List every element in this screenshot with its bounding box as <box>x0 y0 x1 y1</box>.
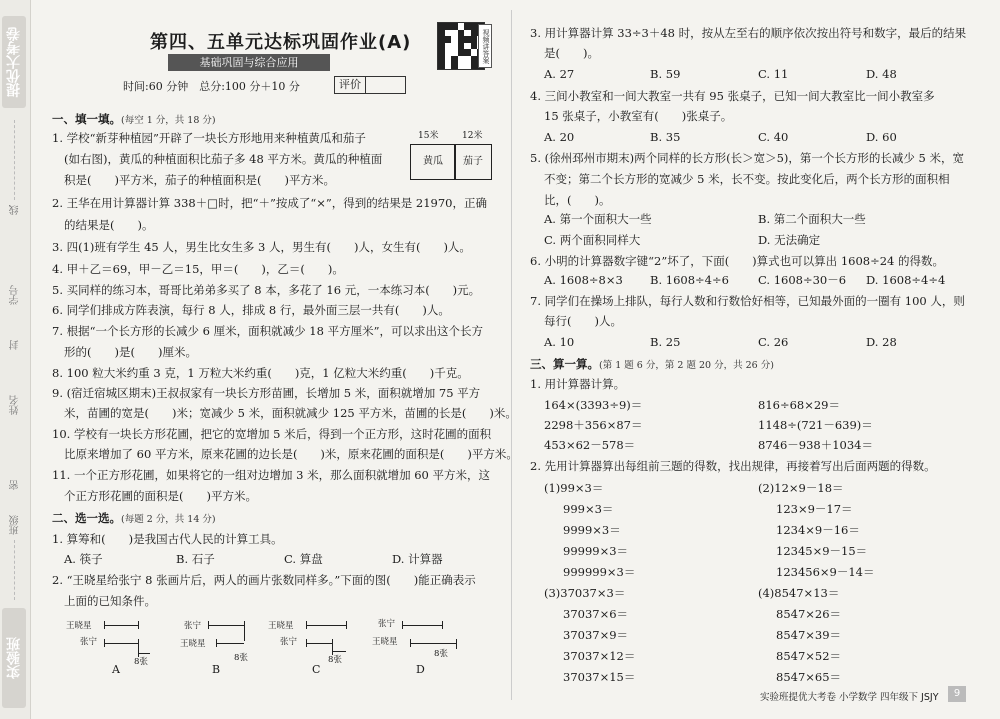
column-divider <box>511 10 512 700</box>
option-diagram-a[interactable]: 王晓星 张宁 8张 <box>66 613 158 677</box>
choice-4-option-c[interactable]: C. 40 <box>758 130 789 144</box>
question-6: 6. 同学们排成方阵表演，每行 8 人，排成 8 行，最外面三层一共有( )人。 <box>52 303 450 317</box>
dim-12m: 12米 <box>462 131 483 141</box>
choice-7-line2: 每行( )人。 <box>544 314 622 328</box>
choice-3-line2: 是( )。 <box>544 46 599 60</box>
choice-6-option-a[interactable]: A. 1608÷8×3 <box>544 273 623 287</box>
question-7-line2: 形的( )是( )厘米。 <box>64 345 197 359</box>
page-title: 第四、五单元达标巩固作业(A) <box>150 32 412 53</box>
page-number: 9 <box>948 686 966 702</box>
choice-5-line2: 不变；第二个长方形的宽减少 5 米，长不变。按此变化后，两个长方形的面积相 <box>544 172 950 186</box>
binding-label-class: 班级 <box>10 515 21 535</box>
question-10-line2: 比原来增加了 60 平方米，原来花圃的边长是( )米，原来花圃的面积是( )平方米。 <box>64 447 518 461</box>
group3-item: 37037×15＝ <box>563 670 636 684</box>
group4-item: (4)8547×13＝ <box>758 586 840 600</box>
page-footer: 实验班提优大考卷 小学数学 四年级下 JSJY <box>760 692 939 703</box>
group2-item: 123456×9－14＝ <box>776 565 875 579</box>
calc-2-heading: 2. 先用计算器算出每组前三题的得数，找出规律，再接着写出后面两题的得数。 <box>530 459 936 473</box>
question-4: 4. 甲＋乙＝69，甲－乙＝15，甲＝( )，乙＝( )。 <box>52 262 344 276</box>
qr-label: 视频讲答案 <box>478 24 492 68</box>
question-9-line1: 9. (宿迁宿城区期末)王叔叔家有一块长方形苗圃，长增加 5 米，面积就增加 75 平方 <box>52 386 481 400</box>
calc-1-item-5: 453×62－578＝ <box>544 438 636 452</box>
option-diagram-c[interactable]: 王晓星 张宁 8张 <box>268 613 360 677</box>
binding-label-name: 姓名 <box>10 395 21 415</box>
choice-6-option-d[interactable]: D. 1608÷4÷4 <box>866 273 946 287</box>
calc-1-heading: 1. 用计算器计算。 <box>530 377 626 391</box>
choice-6-option-b[interactable]: B. 1608÷4÷6 <box>650 273 729 287</box>
question-1-line2: (如右图)，黄瓜的种植面积比茄子多 48 平方米。黄瓜的种植面 <box>64 152 383 166</box>
question-8: 8. 100 粒大米约重 3 克，1 万粒大米约重( )克，1 亿粒大米约重( )千克。 <box>52 366 469 380</box>
choice-2-line1: 2. “王晓星给张宁 8 张画片后，两人的画片张数同样多。”下面的图( )能正确表示 <box>52 573 476 587</box>
choice-7-option-b[interactable]: B. 25 <box>650 335 681 349</box>
group1-item: 9999×3＝ <box>563 523 621 537</box>
calc-1-item-3: 2298＋356×87＝ <box>544 418 643 432</box>
option-letter-d: D <box>416 663 425 676</box>
question-2-line2: 的结果是( )。 <box>64 218 154 232</box>
eggplant-plot: 茄子 <box>454 144 492 180</box>
choice-4-option-b[interactable]: B. 35 <box>650 130 681 144</box>
choice-5-option-b[interactable]: B. 第二个面积大一些 <box>758 212 866 226</box>
option-diagram-d[interactable]: 张宁 王晓星 8张 <box>372 613 464 677</box>
question-9-line2: 米，苗圃的宽是( )米；宽减少 5 米，面积就减少 125 平方米，苗圃的长是( )米。 <box>64 406 517 420</box>
group1-item: 99999×3＝ <box>563 544 629 558</box>
choice-4-option-d[interactable]: D. 60 <box>866 130 897 144</box>
choice-3-option-b[interactable]: B. 59 <box>650 67 681 81</box>
group4-item: 8547×52＝ <box>776 649 842 663</box>
choice-5-option-d[interactable]: D. 无法确定 <box>758 233 821 247</box>
question-11-line1: 11. 一个正方形花圃，如果将它的一组对边增加 3 米，那么面积就增加 60 平方米，这 <box>52 468 491 482</box>
option-diagram-b[interactable]: 张宁 王晓星 8张 <box>180 621 248 663</box>
choice-1-option-b[interactable]: B. 石子 <box>176 552 215 566</box>
calc-1-item-1: 164×(3393÷9)＝ <box>544 398 643 412</box>
group3-item: 37037×9＝ <box>563 628 629 642</box>
series-tag-bottom: 实验班 <box>2 608 26 708</box>
group2-item: 12345×9－15＝ <box>776 544 868 558</box>
choice-7-option-c[interactable]: C. 26 <box>758 335 789 349</box>
choice-4-option-a[interactable]: A. 20 <box>544 130 575 144</box>
group1-item: (1)99×3＝ <box>544 481 604 495</box>
section-1-heading: 一、填一填。(每空 1 分，共 18 分) <box>52 112 216 126</box>
section-3-heading: 三、算一算。(第 1 题 6 分，第 2 题 20 分，共 26 分) <box>530 357 774 371</box>
option-letter-b: B <box>212 663 221 676</box>
choice-4-line2: 15 张桌子，小教室有( )张桌子。 <box>544 109 733 123</box>
choice-6-option-c[interactable]: C. 1608÷30－6 <box>758 273 847 287</box>
dim-15m: 15米 <box>418 131 439 141</box>
group4-item: 8547×39＝ <box>776 628 842 642</box>
choice-7-line1: 7. 同学们在操场上排队，每行人数和行数恰好相等，已知最外面的一圈有 100 人，则 <box>530 294 965 308</box>
question-10-line1: 10. 学校有一块长方形花圃，把它的宽增加 5 米后，得到一个正方形，这时花圃的面积 <box>52 427 492 441</box>
question-1-line3: 积是( )平方米，茄子的种植面积是( )平方米。 <box>64 173 335 187</box>
group3-item: 37037×12＝ <box>563 649 636 663</box>
group2-item: 123×9－17＝ <box>776 502 853 516</box>
question-5: 5. 买同样的练习本，哥哥比弟弟多买了 8 本，多花了 16 元，一本练习本( )元。 <box>52 283 481 297</box>
option-letter-c: C <box>312 663 321 676</box>
exam-meta: 时间:60 分钟 总分:100 分＋10 分 <box>123 80 300 93</box>
garden-figure <box>410 128 492 180</box>
group3-item: 37037×6＝ <box>563 607 629 621</box>
binding-label-seal: 封 <box>10 340 21 350</box>
choice-3-option-a[interactable]: A. 27 <box>544 67 575 81</box>
binding-label-sealed: 密 <box>10 480 21 490</box>
group2-item: 1234×9－16＝ <box>776 523 860 537</box>
choice-1-option-d[interactable]: D. 计算器 <box>392 552 443 566</box>
group4-item: 8547×26＝ <box>776 607 842 621</box>
evaluation-label: 评价 <box>335 77 366 93</box>
question-11-line2: 个正方形花圃的面积是( )平方米。 <box>64 489 257 503</box>
choice-5-line1: 5. (徐州邳州市期末)两个同样的长方形(长＞宽＞5)，第一个长方形的长减少 5 米，宽 <box>530 151 965 165</box>
section-2-heading: 二、选一选。(每题 2 分，共 14 分) <box>52 511 216 525</box>
choice-6: 6. 小明的计算器数字键“2”坏了，下面( )算式也可以算出 1608÷24 的得数。 <box>530 254 945 268</box>
calc-1-item-4: 1148÷(721－639)＝ <box>758 418 873 432</box>
question-7-line1: 7. 根据“一个长方形的长减少 6 厘米，面积就减少 18 平方厘米”，可以求出这个长方 <box>52 324 483 338</box>
choice-2-line2: 上面的已知条件。 <box>64 594 156 608</box>
question-1-line1: 1. 学校“新芽种植园”开辟了一块长方形地用来种植黄瓜和茄子 <box>52 131 366 145</box>
choice-4-line1: 4. 三间小教室和一间大教室一共有 95 张桌子，已知一间大教室比一间小教室多 <box>530 89 935 103</box>
series-tag-top: 提优大考卷 <box>2 16 26 108</box>
cucumber-plot: 黄瓜 <box>410 144 456 180</box>
page-subtitle: 基础巩固与综合应用 <box>168 54 330 71</box>
evaluation-box[interactable] <box>334 76 406 94</box>
group1-item: 999999×3＝ <box>563 565 636 579</box>
group1-item: 999×3＝ <box>563 502 614 516</box>
group2-item: (2)12×9－18＝ <box>758 481 844 495</box>
choice-1-option-a[interactable]: A. 筷子 <box>64 552 103 566</box>
choice-5-option-a[interactable]: A. 第一个面积大一些 <box>544 212 652 226</box>
choice-3-option-c[interactable]: C. 11 <box>758 67 789 81</box>
question-2-line1: 2. 王华在用计算器计算 338＋□时，把“＋”按成了“×”，得到的结果是 21970，正确 <box>52 196 487 210</box>
choice-1: 1. 算筹和( )是我国古代人民的计算工具。 <box>52 532 283 546</box>
choice-7-option-d[interactable]: D. 28 <box>866 335 897 349</box>
choice-3-line1: 3. 用计算器计算 33÷3＋48 时，按从左至右的顺序依次按出符号和数字，最后的结果 <box>530 26 967 40</box>
choice-1-option-c[interactable]: C. 算盘 <box>284 552 323 566</box>
option-letter-a: A <box>112 663 120 676</box>
calc-1-item-6: 8746－938＋1034＝ <box>758 438 873 452</box>
binding-label-student-no: 学号 <box>10 285 21 305</box>
binding-label-line: 线 <box>10 205 21 215</box>
calc-1-item-2: 816÷68×29＝ <box>758 398 840 412</box>
choice-3-option-d[interactable]: D. 48 <box>866 67 897 81</box>
choice-5-line3: 比，( )。 <box>544 193 611 207</box>
choice-7-option-a[interactable]: A. 10 <box>544 335 575 349</box>
question-3: 3. 四(1)班有学生 45 人，男生比女生多 3 人，男生有( )人，女生有( )人。 <box>52 240 471 254</box>
choice-5-option-c[interactable]: C. 两个面积同样大 <box>544 233 641 247</box>
binding-strip <box>0 0 31 719</box>
group3-item: (3)37037×3＝ <box>544 586 626 600</box>
group4-item: 8547×65＝ <box>776 670 842 684</box>
